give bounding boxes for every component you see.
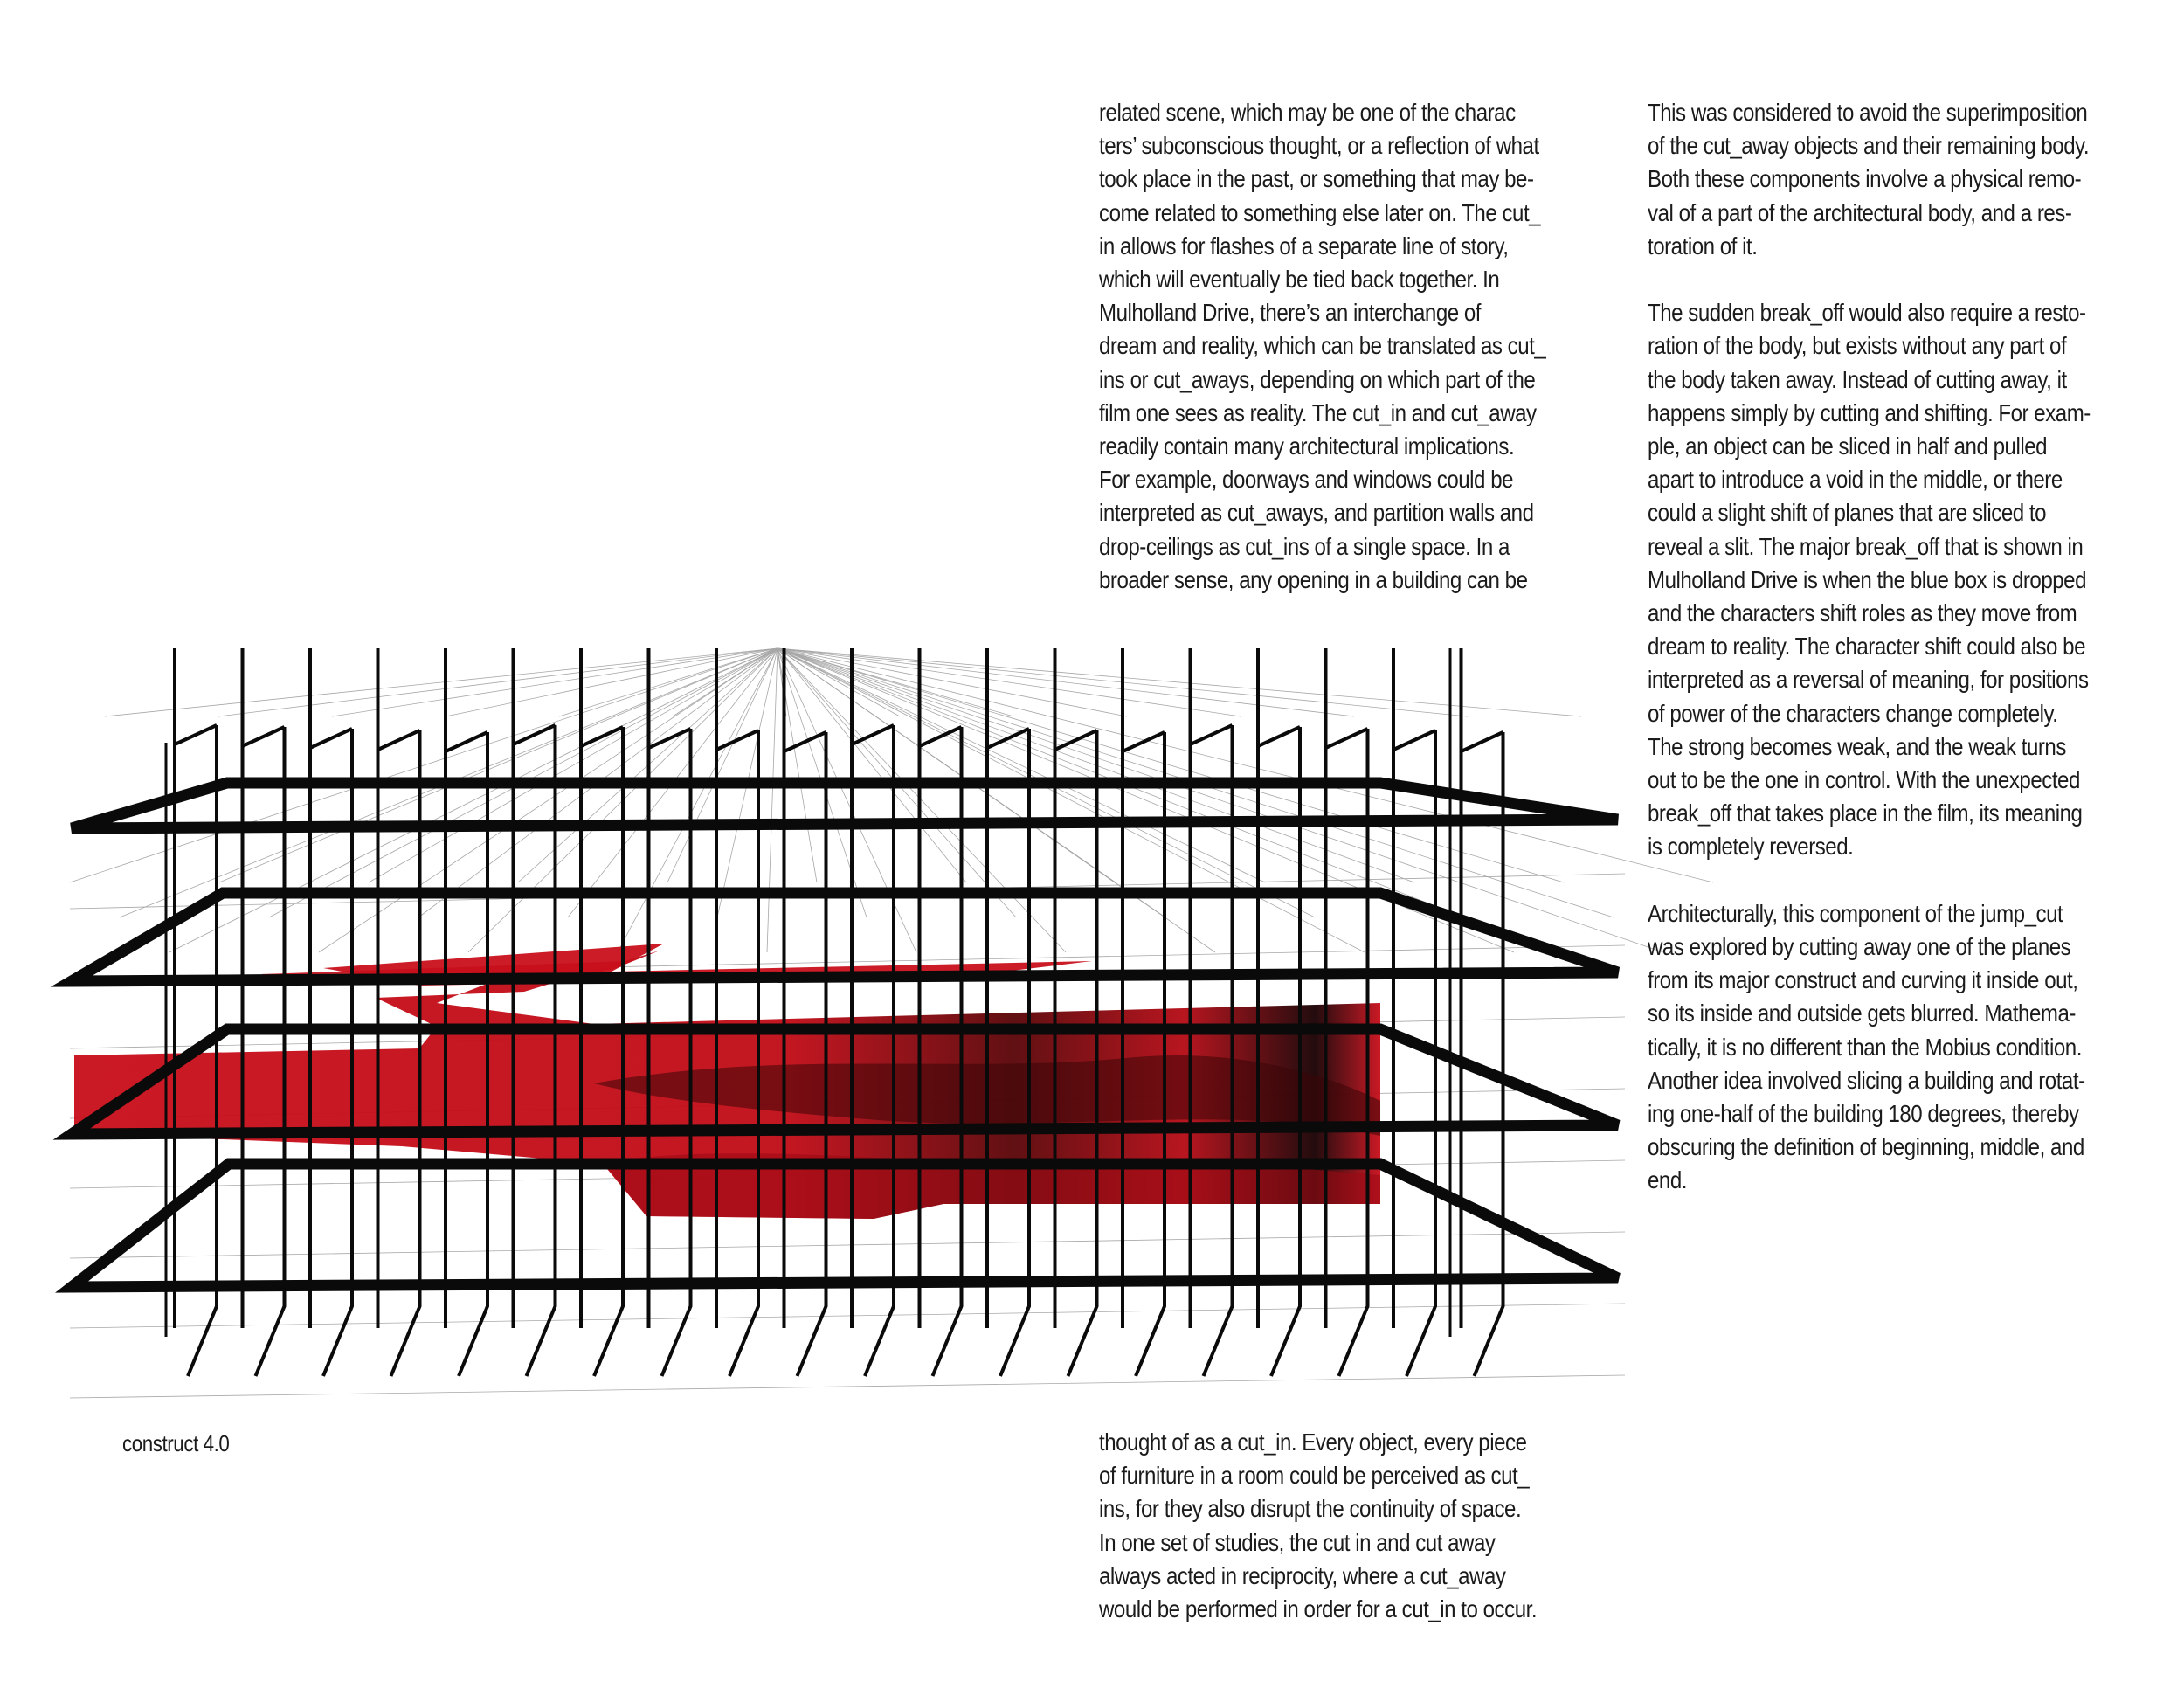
text-line: This was considered to avoid the superimposition	[1648, 99, 2088, 126]
text-line: from its major construct and curving it inside out,	[1648, 966, 2078, 994]
fin-top	[310, 729, 352, 748]
text-line: tically, it is no different than the Mobius condition.	[1648, 1033, 2082, 1061]
text-line: The strong becomes weak, and the weak turns	[1648, 732, 2066, 760]
fin-top	[243, 727, 285, 746]
guide-line	[778, 648, 1514, 952]
text-line: of power of the characters change completely.	[1648, 699, 2058, 727]
text-line: ration of the body, but exists without any part of	[1648, 332, 2067, 360]
fin-top	[378, 730, 420, 750]
text-line: dream to reality. The character shift could also be	[1648, 633, 2086, 661]
text-line: took place in the past, or something that may be-	[1099, 165, 1534, 193]
text-column-middle-bottom	[1099, 1426, 1537, 1626]
guide-line	[70, 1375, 1625, 1398]
text-line: drop-ceilings as cut_ins of a single space. In a	[1099, 532, 1510, 560]
text-line: ins or cut_aways, depending on which part of the	[1099, 365, 1536, 393]
fin-top	[446, 732, 487, 751]
text-line: which will eventually be tied back together. In	[1099, 266, 1500, 294]
text-line: interpreted as a reversal of meaning, for positions	[1648, 666, 2089, 694]
guide-line	[219, 648, 778, 882]
text-line: out to be the one in control. With the unexpected	[1648, 766, 2080, 794]
floor-plane	[72, 783, 1618, 828]
fin-top	[1258, 727, 1300, 746]
text-line: Another idea involved slicing a building and rotat-	[1648, 1066, 2085, 1094]
text-line: end.	[1648, 1166, 1687, 1194]
guide-line	[667, 648, 778, 882]
text-line: happens simply by cutting and shifting. For exam-	[1648, 398, 2091, 426]
guide-line	[332, 648, 778, 716]
text-line: and the characters shift roles as they move from	[1648, 599, 2077, 627]
text-line: The sudden break_off would also require a resto-	[1648, 299, 2086, 327]
guide-line	[778, 648, 1066, 952]
text-line: toration of it.	[1648, 232, 1758, 259]
text-line: so its inside and outside gets blurred. Mathema-	[1648, 1000, 2076, 1027]
text-line: was explored by cutting away one of the planes	[1648, 933, 2071, 961]
fin-top	[784, 732, 826, 751]
text-line: dream and reality, which can be translated as cut_	[1099, 332, 1546, 360]
text-line: thought of as a cut_in. Every object, every piece	[1099, 1429, 1527, 1456]
fin-top	[1191, 725, 1233, 744]
guide-line	[767, 648, 778, 952]
text-line: of the cut_away objects and their remaining body.	[1648, 132, 2090, 160]
text-line: could a slight shift of planes that are sliced to	[1648, 499, 2047, 527]
fin-top	[649, 729, 691, 748]
text-line: the body taken away. Instead of cutting away, it	[1648, 365, 2067, 393]
text-line: would be performed in order for a cut_in to occur.	[1099, 1595, 1538, 1623]
fin-top	[175, 725, 217, 744]
paragraph-gap	[1648, 864, 2091, 897]
text-line: apart to introduce a void in the middle, or there	[1648, 466, 2063, 494]
text-line: obscuring the definition of beginning, middle, and	[1648, 1133, 2084, 1161]
text-line: in allows for flashes of a separate line of story,	[1099, 232, 1509, 259]
guide-line	[778, 648, 916, 952]
text-column-right	[1648, 96, 2091, 1198]
text-line: reveal a slit. The major break_off that is shown in	[1648, 532, 2084, 560]
text-line: break_off that takes place in the film, its meaning	[1648, 799, 2083, 827]
text-line: interpreted as cut_aways, and partition walls and	[1099, 499, 1534, 527]
text-line: of furniture in a room could be perceived as cut_	[1099, 1462, 1530, 1490]
text-line: ters’ subconscious thought, or a reflection of what	[1099, 132, 1539, 160]
text-line: Mulholland Drive, there’s an interchange of	[1099, 299, 1482, 327]
fin-top	[1393, 730, 1435, 750]
text-line: val of a part of the architectural body, and a res-	[1648, 198, 2072, 226]
text-line: Architecturally, this component of the jump_cut	[1648, 899, 2063, 927]
text-column-middle-top	[1099, 96, 1545, 597]
text-line: readily contain many architectural implications.	[1099, 432, 1515, 460]
fin-top	[1055, 730, 1097, 750]
guide-line	[778, 648, 1127, 716]
guide-line	[778, 648, 1365, 952]
text-line: In one set of studies, the cut in and cut away	[1099, 1528, 1496, 1556]
text-line: always acted in reciprocity, where a cut_away	[1099, 1561, 1506, 1589]
text-line: ing one-half of the building 180 degrees, thereby	[1648, 1100, 2079, 1128]
fin-top	[1326, 729, 1368, 748]
text-line: film one sees as reality. The cut_in and cut_away	[1099, 398, 1537, 426]
text-line: come related to something else later on. The cut_	[1099, 198, 1541, 226]
guide-line	[778, 648, 1215, 952]
fin-top	[1462, 732, 1503, 751]
text-line: Mulholland Drive is when the blue box is dropped	[1648, 565, 2087, 593]
text-line: For example, doorways and windows could be	[1099, 466, 1514, 494]
fin-top	[1123, 732, 1165, 751]
guide-line	[778, 648, 966, 882]
paragraph-gap	[1648, 263, 2091, 296]
text-line: Both these components involve a physical remo-	[1648, 165, 2082, 193]
guide-line	[319, 648, 778, 952]
text-line: is completely reversed.	[1648, 833, 1854, 861]
guide-line	[169, 648, 778, 952]
text-line: broader sense, any opening in a building can be	[1099, 565, 1528, 593]
fin-top	[581, 727, 623, 746]
text-line: ple, an object can be sliced in half and pulled	[1648, 432, 2048, 460]
fin-top	[852, 725, 894, 744]
text-line: ins, for they also disrupt the continuity of space.	[1099, 1495, 1522, 1523]
figure-caption: construct 4.0	[122, 1430, 230, 1456]
text-line: related scene, which may be one of the charac	[1099, 99, 1516, 126]
